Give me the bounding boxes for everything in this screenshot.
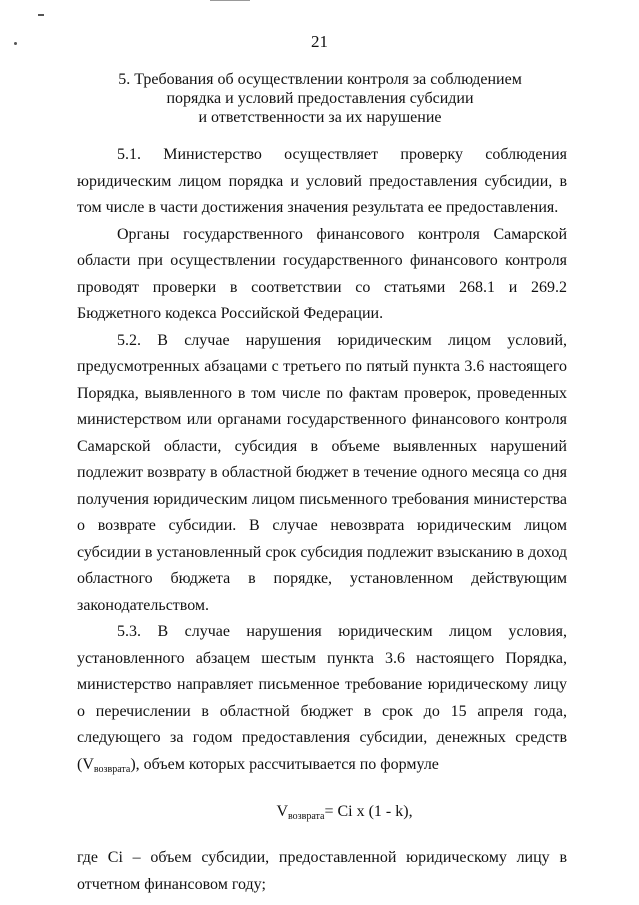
paragraph-ci-definition: где Ci – объем субсидии, предоставленной юридическому лицу в отчетном финансовом году; (77, 849, 567, 893)
paragraph-5-3-subscript: возврата (93, 763, 131, 775)
paragraph-5-3-text-b: ), объем которых рассчитывается по формуле (130, 755, 439, 773)
section-title-line-1: 5. Требования об осуществлении контроля за соблюдением (118, 71, 522, 88)
document-body (77, 142, 567, 898)
paragraph-5-2: 5.2. В случае нарушения юридическим лицом условий, предусмотренных абзацами с третьего по пятый пункта 3.6 настоящего Порядка, выявленного в том числе по фактам проверок, проведенных министерством или органами государственного финансового контроля Самарской области, субсидия в объеме выявленных нарушений подлежит возврату в областной бюджет в течение одного месяца со дня получения юридическим лицом письменного требования министерства о возврате субсидии. В случае невозврата юридическим лицом субсидии в установленный срок субсидия подлежит взысканию в доход областного бюджета в порядке, установленном действующим законодательством. (77, 331, 567, 614)
section-title (80, 70, 560, 127)
scan-mark-top (38, 14, 44, 16)
paragraph-5-1: 5.1. Министерство осуществляет проверку соблюдения юридическим лицом порядка и условий предоставления субсидии, в том числе в части достижения значения результата ее предоставления. (77, 146, 567, 216)
return-formula (122, 801, 567, 828)
paragraph-5-3-text-a: 5.3. В случае нарушения юридическим лицом условия, установленного абзацем шестым пункта 3.6 настоящего Порядка, министерство направляет письменное требование юридическому лицу о перечислении в областной бюджет в срок до 15 апреля года, следующего за годом предоставления субсидии, денежных средств (V (77, 623, 567, 773)
scan-mark-top-edge (210, 0, 250, 1)
formula-rhs: = Ci x (1 - k), (324, 803, 413, 820)
formula-lhs-subscript: возврата (288, 811, 325, 822)
section-title-line-3: и ответственности за их нарушение (198, 109, 442, 126)
page-number: 21 (311, 32, 328, 51)
formula-lhs: V (276, 803, 288, 820)
paragraph-5-3 (77, 619, 567, 783)
section-title-line-2: порядка и условий предоставления субсидии (166, 90, 474, 107)
paragraph-control-bodies: Органы государственного финансового контроля Самарской области при осуществлении государственного финансового контроля проводят проверки в соответствии со статьями 268.1 и 269.2 Бюджетного кодекса Российской Федерации. (77, 225, 567, 322)
